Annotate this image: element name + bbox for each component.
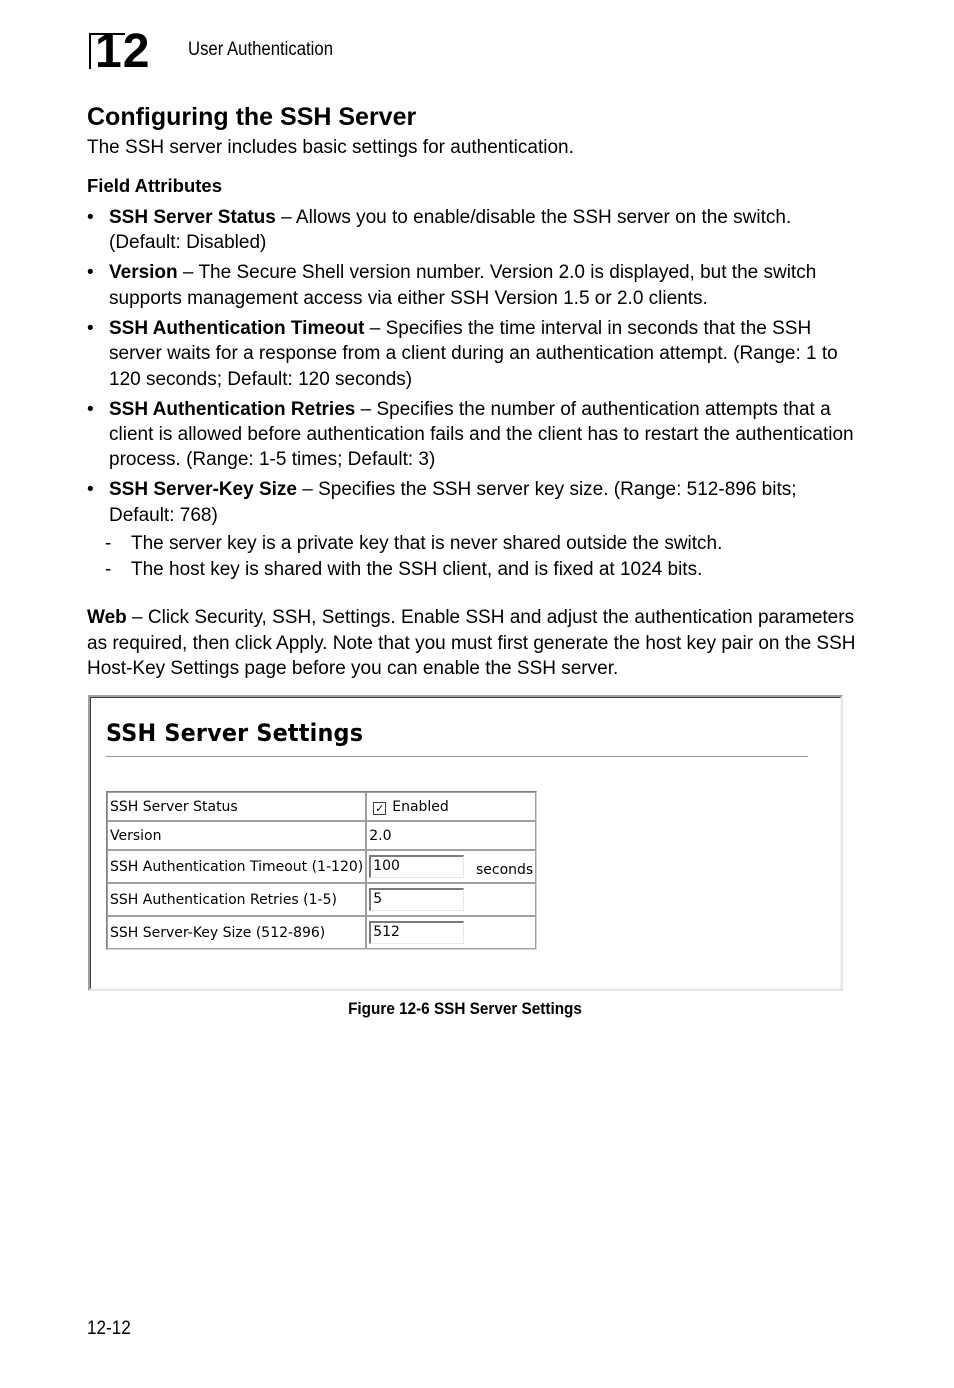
screenshot-title: SSH Server Settings xyxy=(106,719,364,747)
field-desc: – Allows you to enable/disable the SSH server on the switch. (Default: Disabled) xyxy=(109,207,792,254)
settings-table xyxy=(106,791,537,950)
bullet: • xyxy=(87,262,94,284)
field-list xyxy=(87,205,857,587)
field-desc: – The Secure Shell version number. Version 2.0 is displayed, but the switch supports management access via either SSH Version 1.5 or 2.0 clients. xyxy=(109,262,817,309)
intro-text: The SSH server includes basic settings for authentication. xyxy=(87,137,574,158)
table-row xyxy=(107,883,536,916)
field-item xyxy=(87,205,857,256)
running-title: User Authentication xyxy=(188,39,333,60)
ssh-enabled-checkbox[interactable]: ✓ xyxy=(375,801,385,815)
title-divider xyxy=(106,756,808,758)
table-row xyxy=(107,850,536,883)
bullet: • xyxy=(87,317,94,339)
field-desc: – Specifies the SSH server key size. (Range: 512-896 bits; Default: 768) xyxy=(109,479,797,526)
version-value: 2.0 xyxy=(366,821,536,850)
ssh-settings-screenshot xyxy=(88,695,843,991)
bullet: • xyxy=(87,207,94,228)
timeout-input[interactable]: 100 xyxy=(369,855,464,878)
chapter-number: 12 xyxy=(95,25,151,78)
field-name: SSH Authentication Retries xyxy=(109,398,356,420)
dash: - xyxy=(105,558,112,580)
web-paragraph xyxy=(87,605,857,682)
table-row xyxy=(107,821,536,850)
retries-input[interactable]: 5 xyxy=(369,888,464,911)
sub-list xyxy=(105,531,857,582)
bullet: • xyxy=(87,479,94,501)
sub-item-text: The server key is a private key that is never shared outside the switch. xyxy=(131,533,723,555)
dash: - xyxy=(105,533,112,555)
row-label: SSH Server-Key Size (512-896) xyxy=(107,916,366,949)
field-name: SSH Server Status xyxy=(109,207,276,228)
retries-cell xyxy=(366,883,536,916)
bullet: • xyxy=(87,398,94,420)
row-label: SSH Authentication Retries (1-5) xyxy=(107,883,366,916)
table-row xyxy=(107,792,536,821)
row-label: SSH Server Status xyxy=(107,792,366,821)
checkbox-label: Enabled xyxy=(392,798,449,815)
web-label: Web xyxy=(87,607,127,628)
sub-item xyxy=(105,531,857,556)
field-item xyxy=(87,260,857,311)
web-text: – Click Security, SSH, Settings. Enable SSH and adjust the authentication parameters as required, then click Apply. Note that you must first generate the host key pair on the SSH Host-Key Settings page before you can enable the SSH server. xyxy=(87,607,856,679)
timeout-unit: seconds xyxy=(475,862,534,878)
page-number: 12-12 xyxy=(87,1318,131,1339)
field-name: Version xyxy=(109,262,178,284)
row-label: SSH Authentication Timeout (1-120) xyxy=(107,850,366,883)
sub-item xyxy=(105,557,857,582)
field-item xyxy=(87,477,857,582)
figure-caption: Figure 12-6 SSH Server Settings xyxy=(348,999,582,1018)
key-size-input[interactable]: 512 xyxy=(369,921,464,944)
sub-item-text: The host key is shared with the SSH client, and is fixed at 1024 bits. xyxy=(131,558,703,580)
timeout-cell xyxy=(366,850,536,883)
section-title: Configuring the SSH Server xyxy=(87,103,417,131)
field-item xyxy=(87,397,857,473)
field-name: SSH Authentication Timeout xyxy=(109,317,365,339)
screenshot-frame xyxy=(90,697,841,989)
key-size-cell xyxy=(366,916,536,949)
server-status-cell xyxy=(366,792,536,821)
field-name: SSH Server-Key Size xyxy=(109,479,297,501)
field-desc: – Specifies the time interval in seconds that the SSH server waits for a response from a client during an authentication attempt. (Range: 1 to 120 seconds; Default: 120 seconds) xyxy=(109,317,838,390)
field-desc: – Specifies the number of authentication attempts that a client is allowed before authentication fails and the client has to restart the authentication process. (Range: 1-5 times; Default: 3) xyxy=(109,398,854,471)
field-item xyxy=(87,316,857,392)
field-attributes-heading: Field Attributes xyxy=(87,175,222,196)
row-label: Version xyxy=(107,821,366,850)
table-row xyxy=(107,916,536,949)
